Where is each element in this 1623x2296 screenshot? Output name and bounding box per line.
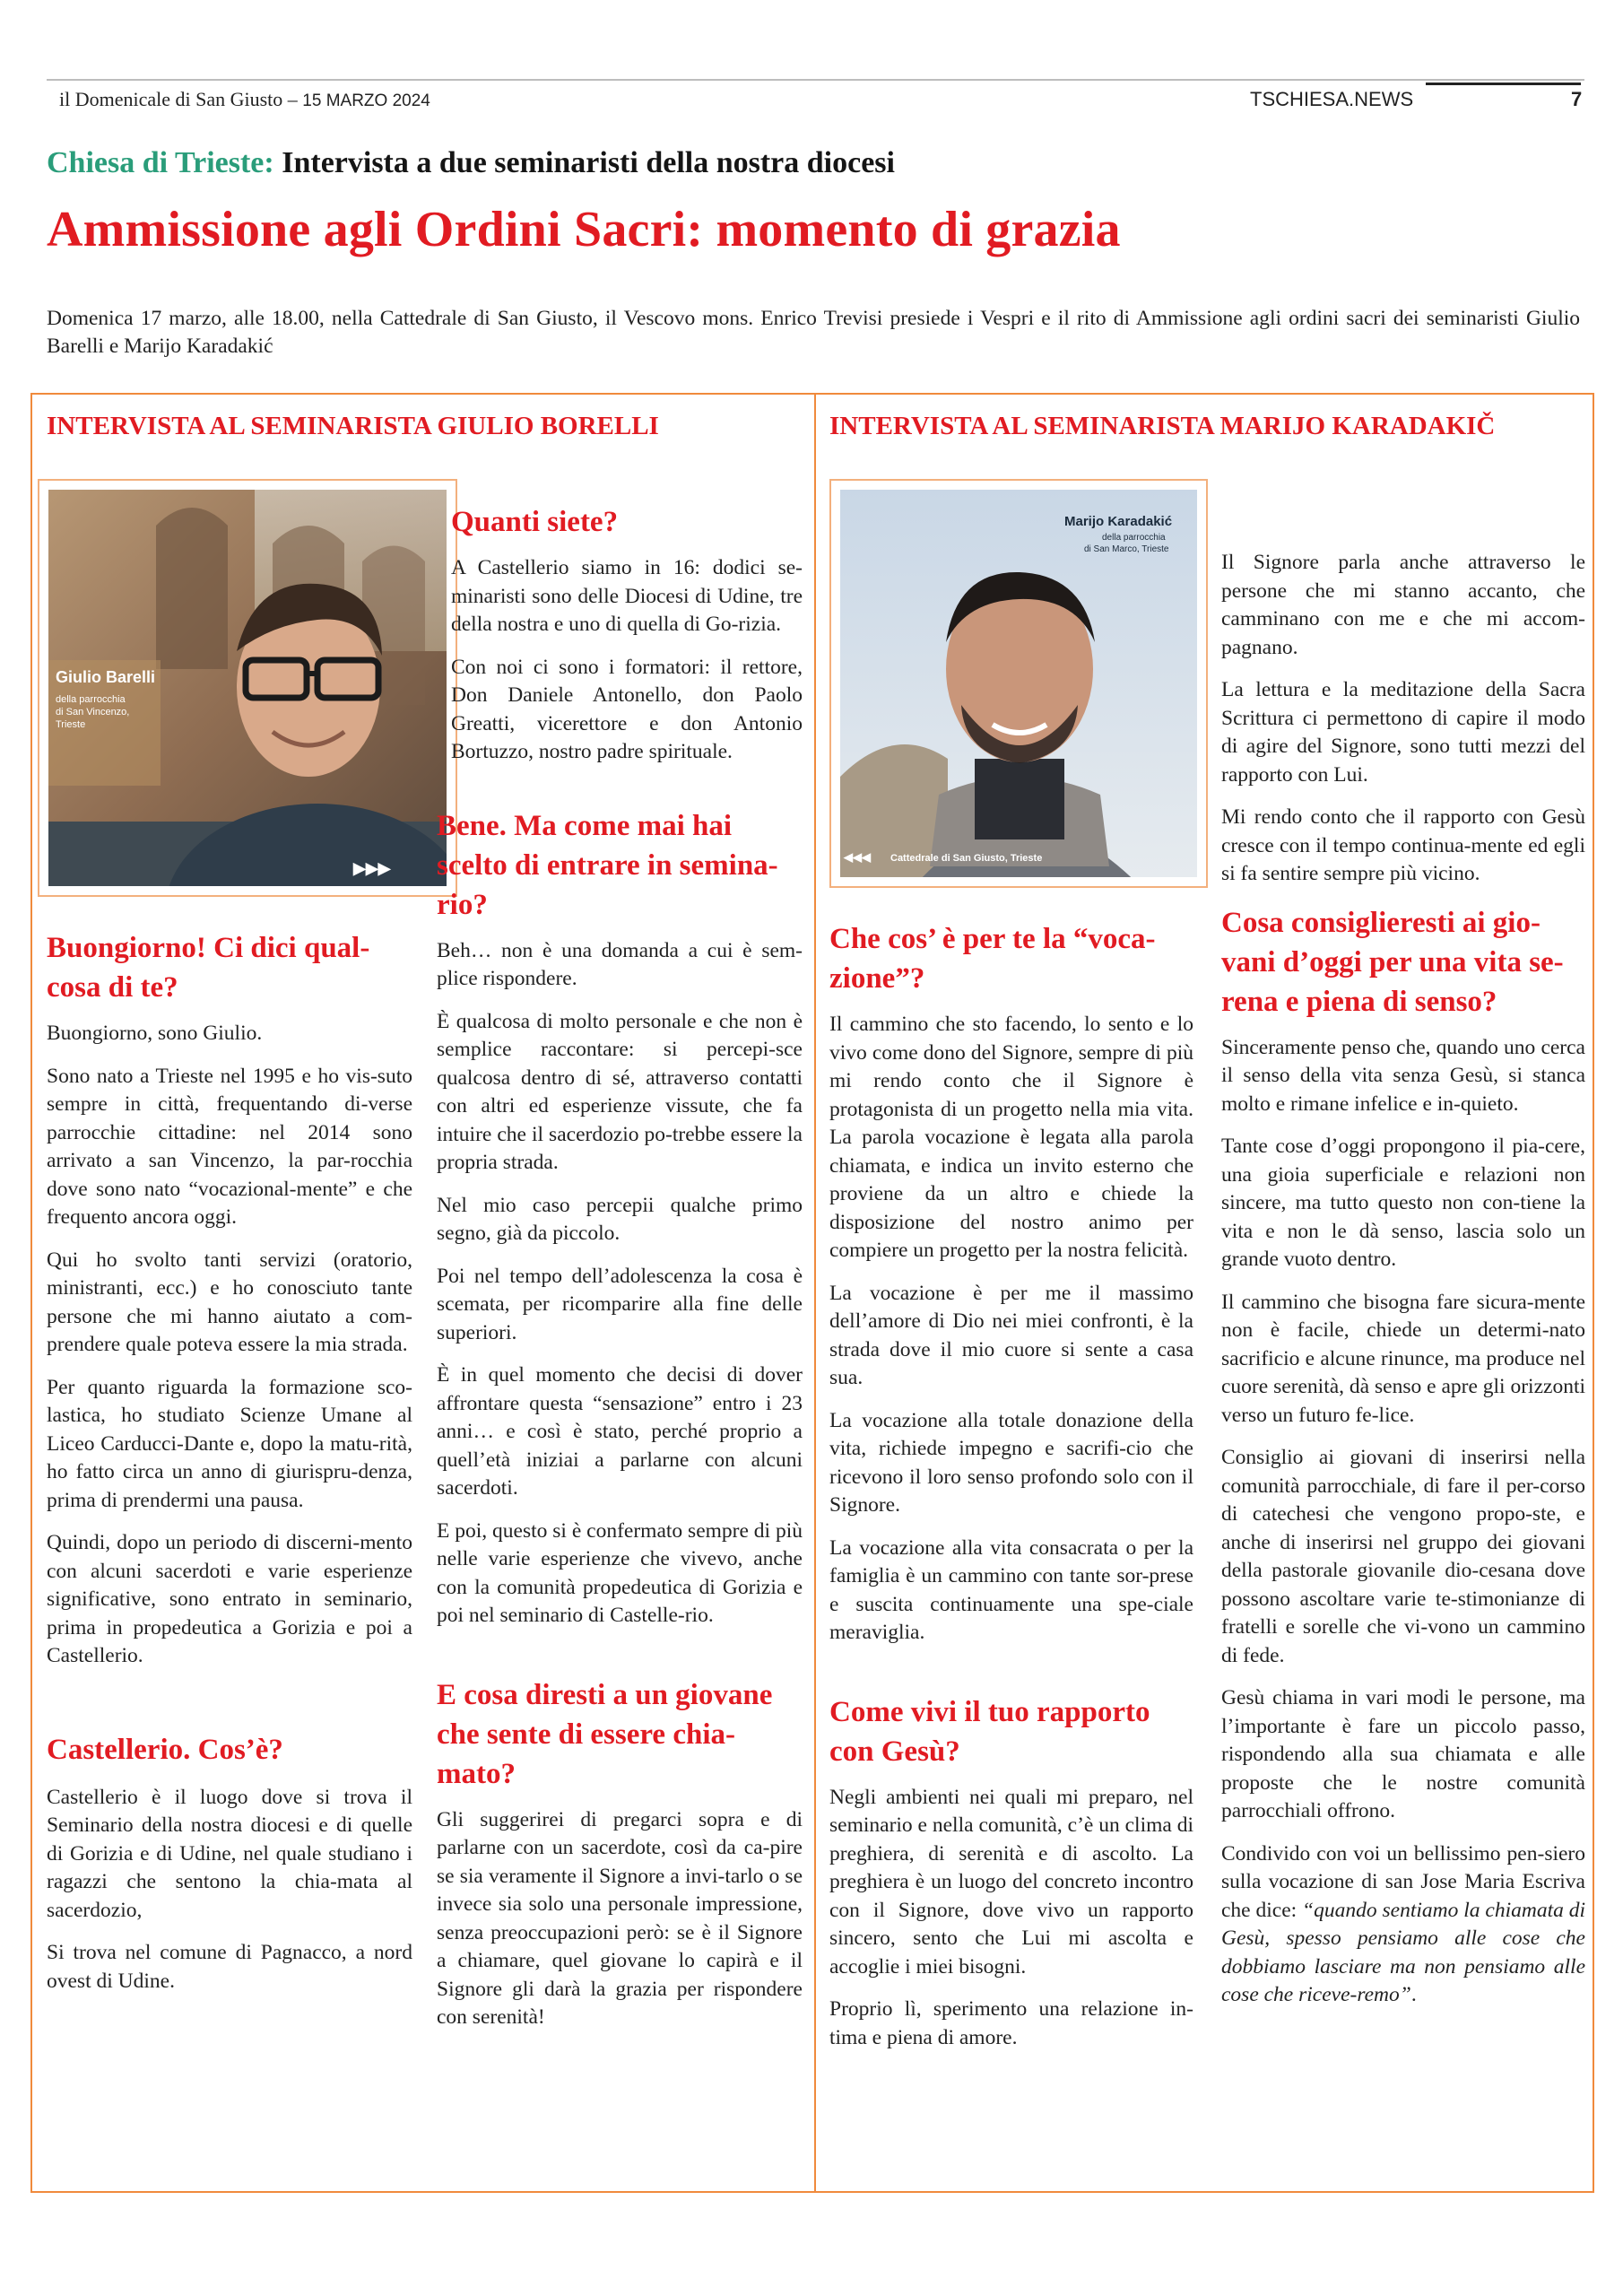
answer-paragraph: Il Signore parla anche attraverso le persone che mi stanno accanto, che camminano con me e che mi accom-pagnano. [1221, 551, 1585, 659]
answer-paragraph: Per quanto riguarda la formazione sco-lastica, ho studiato Scienze Umane al Liceo Carducci-Dante e, dopo la matu-rità, ho fatto circa un anno di giurispru-denza, prima di prendermi una pausa. [47, 1375, 412, 1512]
photo-caption-3: Trieste [56, 719, 86, 730]
chevron-arrows-icon: ◀◀◀ [844, 850, 871, 864]
answer-paragraph: Si trova nel comune di Pagnacco, a nord ovest di Udine. [47, 1941, 412, 1993]
left-interview-title: INTERVISTA AL SEMINARISTA GIULIO BORELLI [47, 412, 659, 440]
chevron-arrows-icon: ▶▶▶ [353, 859, 391, 877]
quote-intro: Condivido con voi un bellissimo pen-siero sulla vocazione di san Jose Maria Escriva che dice: [1221, 1841, 1585, 1922]
right-column-1 [829, 919, 1193, 2066]
question-heading: Buongiorno! Ci dici qual-cosa di te? [47, 932, 370, 1004]
answer-paragraph: Nel mio caso percepii qualche primo segno, già da piccolo. [437, 1193, 803, 1245]
kicker [47, 146, 895, 180]
photo-caption-1: della parrocchia [56, 694, 126, 705]
answer-paragraph: Sinceramente penso che, quando uno cerca il senso della vita senza Gesù, si stanca molto e rimane infelice e in-quieto. [1221, 1035, 1585, 1116]
photo-name-marijo: Marijo Karadakić [1064, 514, 1173, 529]
portrait-giulio-image [48, 490, 447, 886]
answer-paragraph: Sono nato a Trieste nel 1995 e ho vis-suto sempre in città, frequentando di-verse parrocchie cittadine: nel 2014 sono arrivato a san Vincenzo, la par-rocchia dove sono nato “vocazional-mente” e che frequento ancora oggi. [47, 1064, 412, 1229]
question-heading: Come vivi il tuo rapporto con Gesù? [829, 1695, 1150, 1768]
question-heading: Quanti siete? [451, 506, 619, 538]
lead-paragraph: Domenica 17 marzo, alle 18.00, nella Cattedrale di San Giusto, il Vescovo mons. Enrico Trevisi presiede i Vespri e il rito di Ammissione agli ordini sacri dei seminaristi Giulio Barelli e Marijo Karadakić [47, 307, 1580, 358]
issue-date: 15 MARZO 2024 [302, 91, 430, 110]
question-heading: Castellerio. Cos’è? [47, 1733, 283, 1766]
answer-paragraph: È in quel momento che decisi di dover affrontare questa “sensazione” entro i 23 anni… e così è stato, perché proprio a quell’età iniziai a parlarne con alcuni sacerdoti. [437, 1363, 803, 1500]
answer-paragraph: Tante cose d’oggi propongono il pia-cere, una gioia superficiale e relazioni non sincere, ma tutto questo non con-tiene la vita e non le dà senso, lascia solo un grande vuoto dentro. [1221, 1135, 1585, 1271]
answer-paragraph: Proprio lì, sperimento una relazione in-tima e piena di amore. [829, 1997, 1193, 2049]
quote-end: . [1410, 1983, 1417, 2006]
answer-paragraph: Gesù chiama in vari modi le persone, ma l’importante è fare un piccolo passo, rispondendo alla sua chiamata e alle proposte che le nostre comunità parrocchiali offrono. [1221, 1686, 1585, 1822]
question-heading: Bene. Ma come mai hai scelto di entrare in semina-rio? [437, 809, 778, 921]
answer-paragraph: La vocazione è per me il massimo dell’amore di Dio nei miei confronti, è la strada dove il mio cuore si sente a casa sua. [829, 1281, 1193, 1389]
photo-caption-2: di San Marco, Trieste [1084, 544, 1169, 554]
answer-paragraph: Buongiorno, sono Giulio. [47, 1022, 263, 1045]
photo-marijo [829, 479, 1208, 888]
answer-paragraph: E poi, questo si è confermato sempre di più nelle varie esperienze che vivevo, anche con la comunità propedeutica di Gorizia e poi nel seminario di Castelle-rio. [437, 1518, 803, 1627]
answer-paragraph: Con noi ci sono i formatori: il rettore, Don Daniele Antonello, don Paolo Greatti, vicerettore e don Antonio Bortuzzo, nostro padre spirituale. [451, 655, 803, 763]
kicker-text: Intervista a due seminaristi della nostra diocesi [282, 146, 895, 179]
question-heading: Che cos’ è per te la “voca-zione”? [829, 923, 1156, 995]
column-divider [814, 393, 816, 2193]
photo-giulio [38, 479, 457, 897]
masthead-rule [1426, 83, 1581, 85]
right-column-2 [1221, 549, 1585, 2024]
answer-paragraph: La vocazione alla totale donazione della vita, richiede impegno e sacrifi-cio che ricevono il loro senso profondo solo con il Signore. [829, 1408, 1193, 1517]
right-interview-title: INTERVISTA AL SEMINARISTA MARIJO KARADAKIČ [829, 412, 1496, 440]
escriva-quote: “quando sentiamo la chiamata di Gesù, spesso pensiamo alle cose che dobbiamo lasciare ma non pensiamo alle cose che riceve-remo” [1221, 1898, 1585, 2006]
answer-paragraph: Poi nel tempo dell’adolescenza la cosa è scemata, per ricomparire alla fine delle superiori. [437, 1264, 803, 1344]
question-heading: E cosa diresti a un giovane che sente di essere chia-mato? [437, 1678, 773, 1790]
answer-paragraph: Il cammino che sto facendo, lo sento e lo vivo come dono del Signore, sempre di più mi rendo conto che il Signore è protagonista di un progetto nella mia vita. La parola vocazione è legata alla parola chiamata, e indica un invito esterno che proviene da un altro e chiede la disposizione del nostro animo per compiere un progetto per la nostra felicità. [829, 1013, 1193, 1262]
answer-paragraph: Quindi, dopo un periodo di discerni-mento con alcuni sacerdoti e varie esperienze significative, sono entrato in seminario, prima in propedeutica a Gorizia e poi a Castellerio. [47, 1531, 412, 1667]
answer-paragraph: La lettura e la meditazione della Sacra Scrittura ci permettono di capire il modo di agire del Signore, sono tutti mezzi del rapporto con Lui. [1221, 678, 1585, 787]
answer-paragraph: Castellerio è il luogo dove si trova il Seminario della nostra diocesi e di quelle di Gorizia e di Udine, nel quale studiano i ragazzi che sentono la chia-mata al sacerdozio, [47, 1785, 412, 1922]
answer-paragraph: Qui ho svolto tanti servizi (oratorio, ministranti, ecc.) e ho conosciuto tante persone che mi hanno aiutato a com-prendere quale poteva essere la mia strada. [47, 1248, 412, 1356]
headline: Ammissione agli Ordini Sacri: momento di grazia [47, 202, 1121, 257]
answer-paragraph: A Castellerio siamo in 16: dodici se-minaristi sono delle Diocesi di Udine, tre della nostra e uno di quella di Go-rizia. [451, 556, 803, 636]
answer-paragraph: Beh… non è una domanda a cui è sem-plice rispondere. [437, 938, 803, 990]
answer-paragraph: Gli suggerirei di pregarci sopra e di parlarne con un sacerdote, così da ca-pire se sia veramente il Signore a invi-tarlo o se invece sia solo una personale impressione, senza preoccupazioni però: se è il Signore a chiamare, quel giovane lo capirà e il Signore gli darà la grazia per rispondere con serenità! [437, 1807, 803, 2029]
photo-name-giulio: Giulio Barelli [56, 668, 156, 686]
photo-footer: Cattedrale di San Giusto, Trieste [890, 853, 1043, 864]
answer-paragraph: Negli ambienti nei quali mi preparo, nel seminario e nella comunità, c’è un clima di preghiera, di serenità e di ascolto. La preghiera è un luogo del concreto incontro con il Signore, dove vivo un rapporto sincero, sento che Lui mi ascolta e accoglie i miei bisogni. [829, 1785, 1193, 1979]
answer-paragraph: Il cammino che bisogna fare sicura-mente non è facile, chiede un determi-nato sacrificio e alcune rinunce, ma produce nel cuore serenità, dà senso e apre gli orizzonti verso un futuro fe-lice. [1221, 1290, 1585, 1427]
answer-paragraph: È qualcosa di molto personale e che non è semplice raccontare: si percepi-sce qualcosa dentro di sé, attraverso contatti con altri ed esperienze vissute, che fa intuire che il sacerdozio po-trebbe essere la propria strada. [437, 1009, 803, 1174]
masthead [47, 79, 1584, 113]
photo-caption-1: della parrocchia [1102, 533, 1166, 543]
paper-title: il Domenicale di San Giusto – [59, 88, 303, 110]
page-number: 7 [1571, 88, 1583, 110]
left-column-2 [437, 502, 803, 2047]
answer-paragraph: Consiglio ai giovani di inserirsi nella comunità parrocchiale, di fare il per-corso di catechesi che vengono propo-ste, e anche di inserirsi nel gruppo dei giovani della pastorale giovanile dio-cesana dove possono ascoltare varie te-stimonianze di fratelli e sorelle che vi-vono un cammino di fede. [1221, 1446, 1585, 1667]
answer-paragraph [1221, 1840, 1585, 2010]
question-heading: Cosa consiglieresti ai gio-vani d’oggi per una vita se-rena e piena di senso? [1221, 906, 1564, 1018]
portrait-marijo-image [840, 490, 1197, 877]
photo-caption-2: di San Vincenzo, [56, 707, 130, 718]
answer-paragraph: Mi rendo conto che il rapporto con Gesù cresce con il tempo continua-mente ed egli si fa sentire sempre più vicino. [1221, 805, 1585, 885]
answer-paragraph: La vocazione alla vita consacrata o per la famiglia è un cammino con tante sor-prese e suscita continuamente una spe-ciale meraviglia. [829, 1535, 1193, 1644]
left-column-1 [47, 928, 412, 2010]
kicker-section: Chiesa di Trieste: [47, 146, 274, 179]
newspaper-name [59, 88, 430, 111]
website-label: TSCHIESA.NEWS [1250, 88, 1414, 110]
